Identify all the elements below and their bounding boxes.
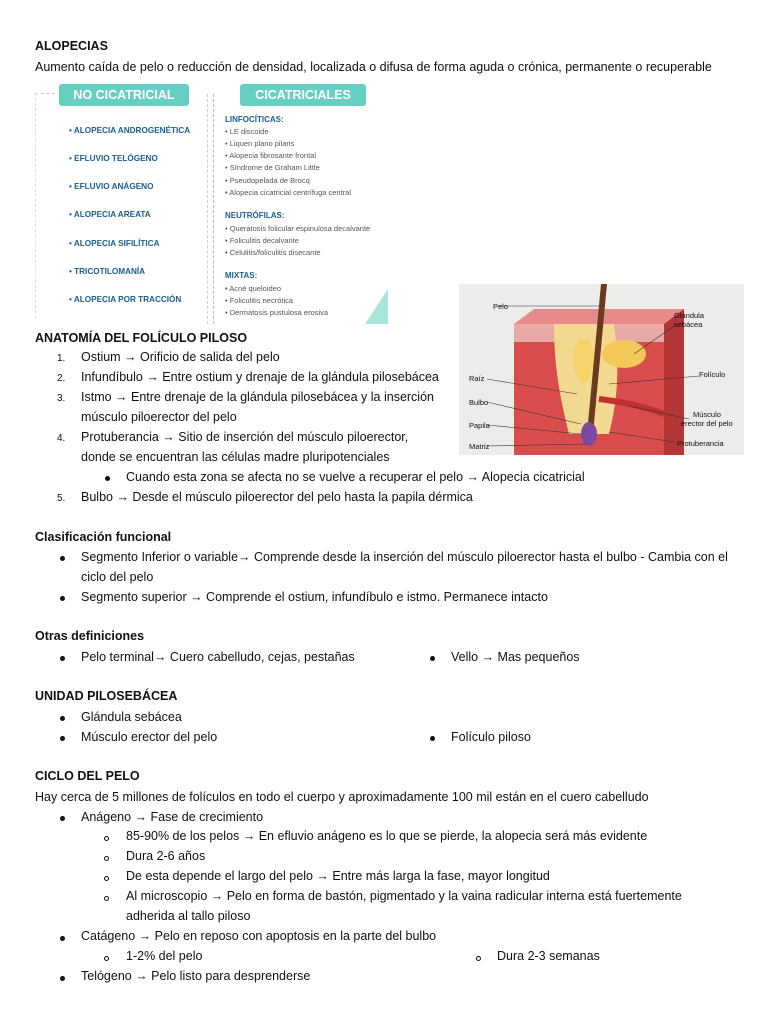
bullet: [60, 656, 65, 661]
left-item: • ALOPECIA ANDROGENÉTICA: [69, 126, 191, 135]
left-item: • EFLUVIO TELÓGENO: [69, 154, 158, 163]
group-item: • Dermatosis pustulosa erosiva: [225, 308, 329, 317]
list-item: Folículo piloso: [451, 730, 531, 744]
label-sebacea: sebácea: [674, 320, 703, 329]
sub-item: Dura 2-6 años: [126, 849, 206, 863]
list-item: Ostium → Orificio de salida del pelo: [81, 350, 280, 364]
list-number: 2.: [57, 373, 66, 384]
group-item: • Acné queloideo: [225, 284, 282, 293]
label-foliculo: Folículo: [699, 370, 726, 379]
sub-item: Dura 2-3 semanas: [497, 949, 600, 963]
intro-text: Aumento caída de pelo o reducción de densidad, localizada o difusa de forma aguda o crónica, permanente o recuperable: [35, 60, 712, 74]
list-item: Istmo → Entre drenaje de la glándula pilosebácea y la inserción: [81, 390, 434, 404]
group-item: • Liquen plano pilaris: [225, 139, 295, 148]
list-item: Telógeno → Pelo listo para desprenderse: [81, 969, 311, 983]
list-item: Glándula sebácea: [81, 710, 182, 724]
group-item: • Foliculitis decalvante: [225, 236, 299, 245]
list-item: Bulbo → Desde el músculo piloerector del pelo hasta la papila dérmica: [81, 490, 473, 504]
label-bulbo: Bulbo: [469, 398, 489, 407]
list-item: Músculo erector del pelo: [81, 730, 218, 744]
corner-decoration: [365, 289, 388, 324]
sub-bullet: [104, 836, 109, 841]
bullet: [60, 976, 65, 981]
group-title: LINFOCÍTICAS:: [225, 115, 284, 124]
sub-item: 1-2% del pelo: [126, 949, 203, 963]
heading-anatomia: ANATOMÍA DEL FOLÍCULO PILOSO: [35, 331, 248, 345]
list-item: Segmento Inferior o variable→ Comprende desde la inserción del músculo piloerector hasta el bulbo - Cambia con el: [81, 550, 728, 564]
heading-otras: Otras definiciones: [35, 629, 145, 643]
bullet: [60, 596, 65, 601]
left-item: • ALOPECIA POR TRACCIÓN: [69, 295, 182, 304]
sub-bullet: [104, 856, 109, 861]
header-no-cicatricial: NO CICATRICIAL: [59, 84, 189, 106]
heading-unidad: UNIDAD PILOSEBÁCEA: [35, 689, 178, 703]
group-item: • Alopecia fibrosante frontal: [225, 151, 317, 160]
sub-item-cont: adherida al tallo piloso: [126, 909, 251, 923]
bullet: [430, 656, 435, 661]
bullet: [430, 736, 435, 741]
list-item-cont: ciclo del pelo: [81, 570, 154, 584]
list-item-cont: músculo piloerector del pelo: [81, 410, 237, 424]
list-item: Infundíbulo → Entre ostium y drenaje de la glándula pilosebácea: [81, 370, 439, 384]
list-item-cont: donde se encuentran las células madre pluripotenciales: [81, 450, 390, 464]
sub-bullet: [476, 956, 481, 961]
bullet: [60, 936, 65, 941]
group-item: • Foliculitis necrótica: [225, 296, 294, 305]
label-erector: erector del pelo: [681, 419, 733, 428]
ciclo-intro: Hay cerca de 5 millones de folículos en todo el cuerpo y aproximadamente 100 mil están en el cuero cabelludo: [35, 790, 649, 804]
heading-ciclo: CICLO DEL PELO: [35, 769, 140, 783]
sub-item: 85-90% de los pelos → En efluvio anágeno es lo que se pierde, la alopecia será más evidente: [126, 829, 648, 843]
label-papila: Papila: [469, 421, 490, 430]
header-cicatriciales: CICATRICIALES: [240, 84, 366, 106]
left-item: • TRICOTILOMANÍA: [69, 267, 146, 276]
hair-follicle-figure: [459, 284, 744, 455]
list-item: Protuberancia → Sitio de inserción del músculo piloerector,: [81, 430, 409, 444]
list-number: 5.: [57, 493, 66, 504]
group-item: • Alopecia cicatricial centrífuga central: [225, 188, 352, 197]
group-item: • Síndrome de Graham Little: [225, 163, 320, 172]
sub-bullet: [104, 896, 109, 901]
sub-item: Al microscopio → Pelo en forma de bastón, pigmentado y la vaina radicular interna está fuertemente: [126, 889, 682, 903]
group-item: • Celulitis/foliculitis disecante: [225, 248, 321, 257]
group-item: • Pseudopelada de Brocq: [225, 176, 310, 185]
sub-item: Cuando esta zona se afecta no se vuelve a recuperar el pelo → Alopecia cicatricial: [126, 470, 585, 484]
bullet: [60, 816, 65, 821]
sub-bullet: [104, 876, 109, 881]
list-item: Pelo terminal→ Cuero cabelludo, cejas, pestañas: [81, 650, 355, 664]
label-raiz: Raíz: [469, 374, 485, 383]
list-number: 3.: [57, 393, 66, 404]
left-item: • EFLUVIO ANÁGENO: [69, 182, 154, 191]
left-item: • ALOPECIA AREATA: [69, 210, 151, 219]
sub-bullet: [104, 956, 109, 961]
list-number: 1.: [57, 353, 66, 364]
group-item: • Queratosis folicular espinulosa decalvante: [225, 224, 371, 233]
label-pelo: Pelo: [493, 302, 509, 311]
list-item: Catágeno → Pelo en reposo con apoptosis en la parte del bulbo: [81, 929, 437, 943]
label-musculo: Músculo: [693, 410, 721, 419]
list-number: 4.: [57, 433, 66, 444]
left-item: • ALOPECIA SIFILÍTICA: [69, 239, 160, 248]
group-title: MIXTAS:: [225, 271, 258, 280]
sub-item: De esta depende el largo del pelo → Entre más larga la fase, mayor longitud: [126, 869, 550, 883]
bullet: [105, 476, 110, 481]
label-glandula: Glándula: [674, 311, 705, 320]
group-item: • LE discoide: [225, 127, 269, 136]
section-title-alopecias: ALOPECIAS: [35, 39, 108, 53]
label-protuberancia: Protuberancia: [677, 439, 724, 448]
list-item: Vello → Mas pequeños: [451, 650, 580, 664]
label-matriz: Matriz: [469, 442, 490, 451]
list-item: Segmento superior → Comprende el ostium, infundíbulo e istmo. Permanece intacto: [81, 590, 548, 604]
heading-clasificacion: Clasificación funcional: [35, 530, 172, 544]
bullet: [60, 716, 65, 721]
bullet: [60, 556, 65, 561]
alopecia-classification-table: [35, 84, 388, 324]
list-item: Anágeno → Fase de crecimiento: [81, 810, 264, 824]
bullet: [60, 736, 65, 741]
group-title: NEUTRÓFILAS:: [225, 211, 285, 220]
